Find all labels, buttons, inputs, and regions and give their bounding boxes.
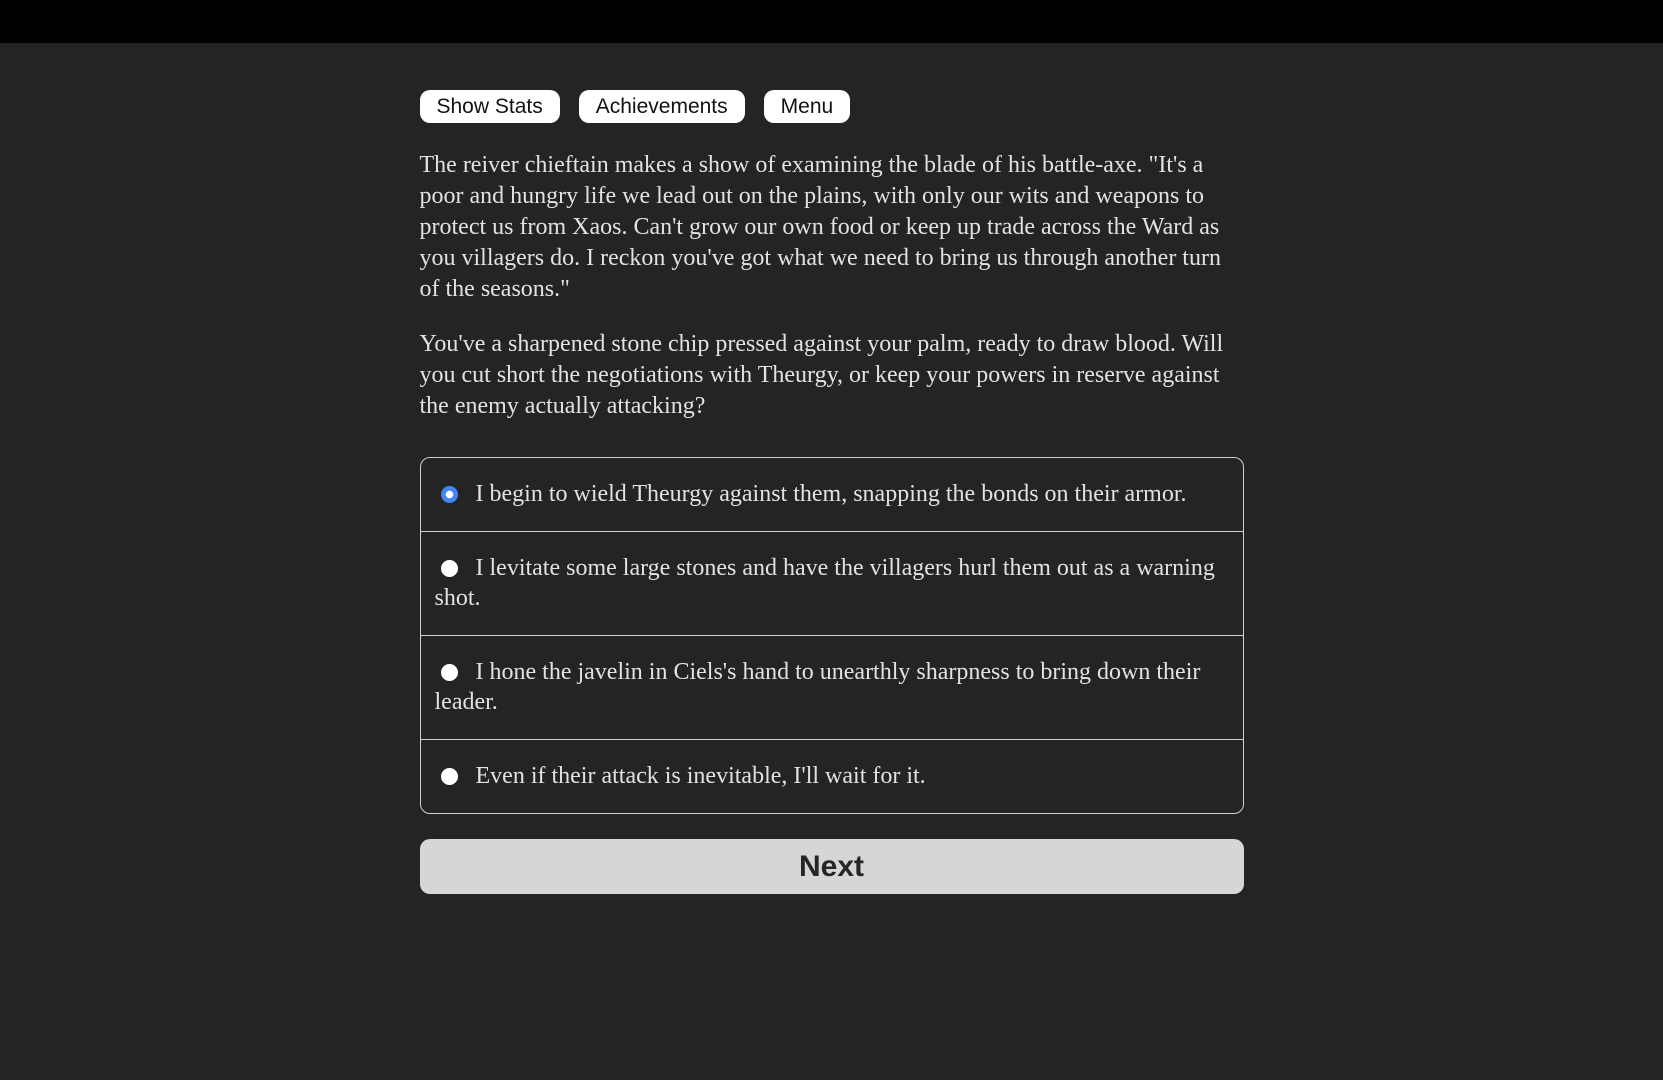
show-stats-button[interactable]: Show Stats bbox=[420, 90, 560, 123]
menu-button[interactable]: Menu bbox=[764, 90, 851, 123]
top-black-bar bbox=[0, 0, 1663, 43]
achievements-button[interactable]: Achievements bbox=[579, 90, 745, 123]
choice-radio-2[interactable] bbox=[441, 560, 458, 577]
choice-label-2: I levitate some large stones and have the villagers hurl them out as a warning shot. bbox=[434, 555, 1215, 611]
choice-radio-4[interactable] bbox=[441, 768, 458, 785]
choice-label-3: I hone the javelin in Ciels's hand to unearthly sharpness to bring down their leader. bbox=[434, 659, 1201, 715]
choice-radio-3[interactable] bbox=[441, 664, 458, 681]
choice-label-1: I begin to wield Theurgy against them, snapping the bonds on their armor. bbox=[475, 481, 1187, 507]
toolbar bbox=[420, 90, 1244, 123]
choice-list bbox=[420, 457, 1244, 814]
choice-label-4: Even if their attack is inevitable, I'll wait for it. bbox=[475, 763, 926, 789]
next-button[interactable]: Next bbox=[420, 839, 1244, 894]
story-paragraph-1: The reiver chieftain makes a show of examining the blade of his battle-axe. "It's a poor and hungry life we lead out on the plains, with only our wits and weapons to protect us from Xaos. Can't grow our own food or keep up trade across the Ward as you villagers do. I reckon you've got what we need to bring us through another turn of the seasons." bbox=[419, 152, 1221, 302]
choice-radio-1[interactable] bbox=[441, 486, 458, 503]
choice-option-4[interactable] bbox=[421, 739, 1243, 813]
story-paragraph-2: You've a sharpened stone chip pressed against your palm, ready to draw blood. Will you cut short the negotiations with Theurgy, or keep your powers in reserve against the enemy actually attacking? bbox=[419, 331, 1224, 419]
choice-option-1[interactable] bbox=[421, 458, 1243, 531]
game-page bbox=[420, 90, 1244, 894]
choice-option-3[interactable] bbox=[421, 635, 1243, 739]
choice-option-2[interactable] bbox=[421, 531, 1243, 635]
